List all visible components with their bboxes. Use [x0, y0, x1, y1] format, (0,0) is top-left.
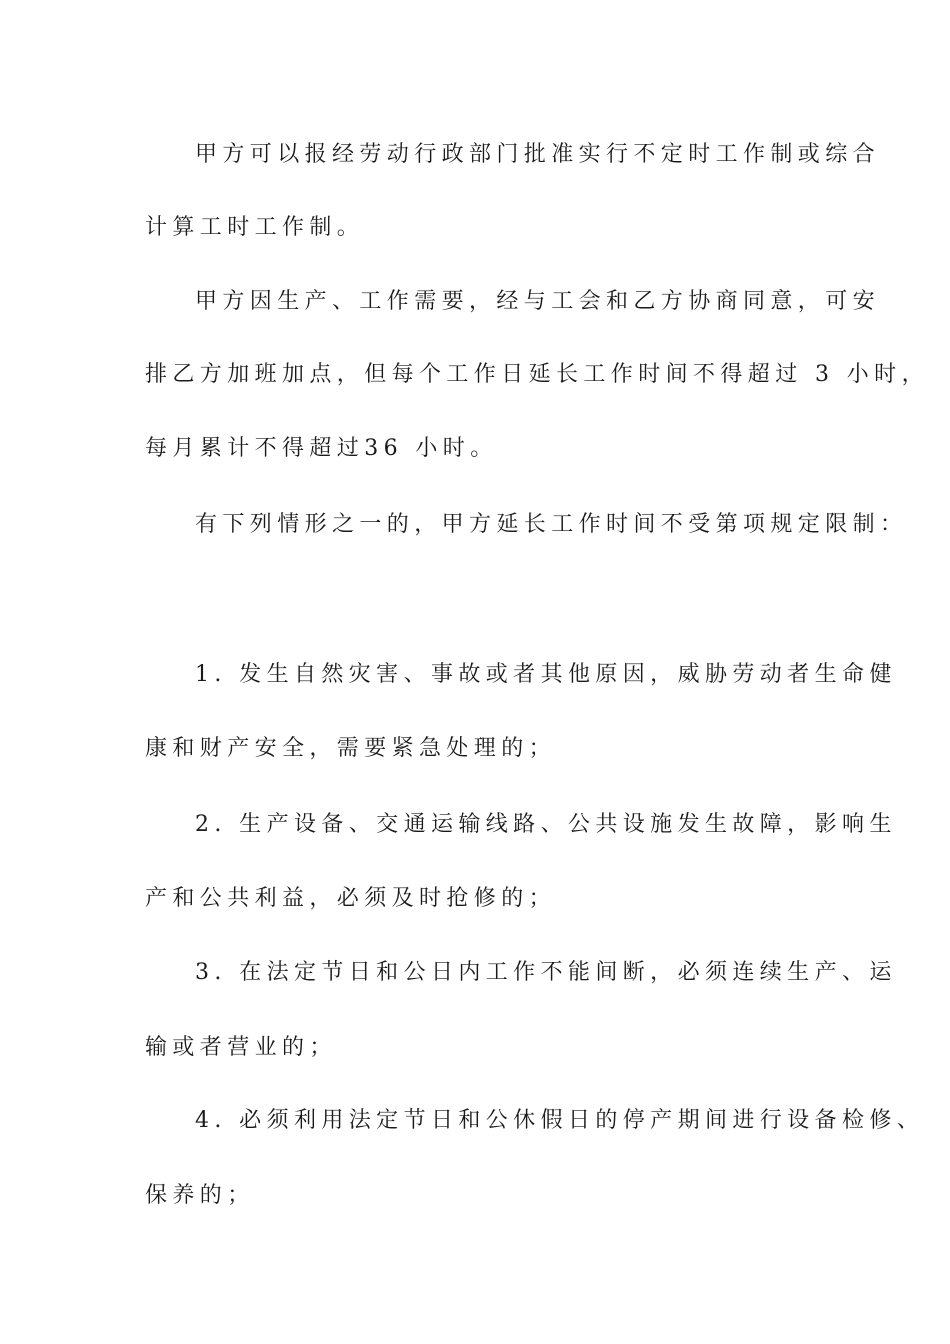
paragraph-line: 有下列情形之一的，甲方延长工作时间不受第项规定限制： — [195, 512, 908, 537]
list-item-line: 4. 必须利用法定节日和公休假日的停产期间进行设备检修、 — [195, 1108, 925, 1133]
paragraph-line: 计算工时工作制。 — [145, 215, 365, 240]
list-item-line: 保养的； — [145, 1183, 255, 1208]
list-item-line: 康和财产安全，需要紧急处理的； — [145, 736, 557, 761]
list-item-line: 产和公共利益，必须及时抢修的； — [145, 886, 557, 911]
list-item-line: 2. 生产设备、交通运输线路、公共设施发生故障，影响生 — [195, 812, 897, 837]
paragraph-line: 甲方因生产、工作需要，经与工会和乙方协商同意，可安 — [195, 289, 881, 314]
paragraph-line: 甲方可以报经劳动行政部门批准实行不定时工作制或综合 — [195, 142, 881, 167]
paragraph-line: 排乙方加班加点，但每个工作日延长工作时间不得超过 3 小时， — [145, 362, 929, 387]
list-item-line: 输或者营业的； — [145, 1035, 337, 1060]
paragraph-line: 每月累计不得超过36 小时。 — [145, 436, 498, 461]
list-item-line: 3. 在法定节日和公日内工作不能间断，必须连续生产、运 — [195, 960, 897, 985]
list-item-line: 1. 发生自然灾害、事故或者其他原因，威胁劳动者生命健 — [195, 662, 897, 687]
